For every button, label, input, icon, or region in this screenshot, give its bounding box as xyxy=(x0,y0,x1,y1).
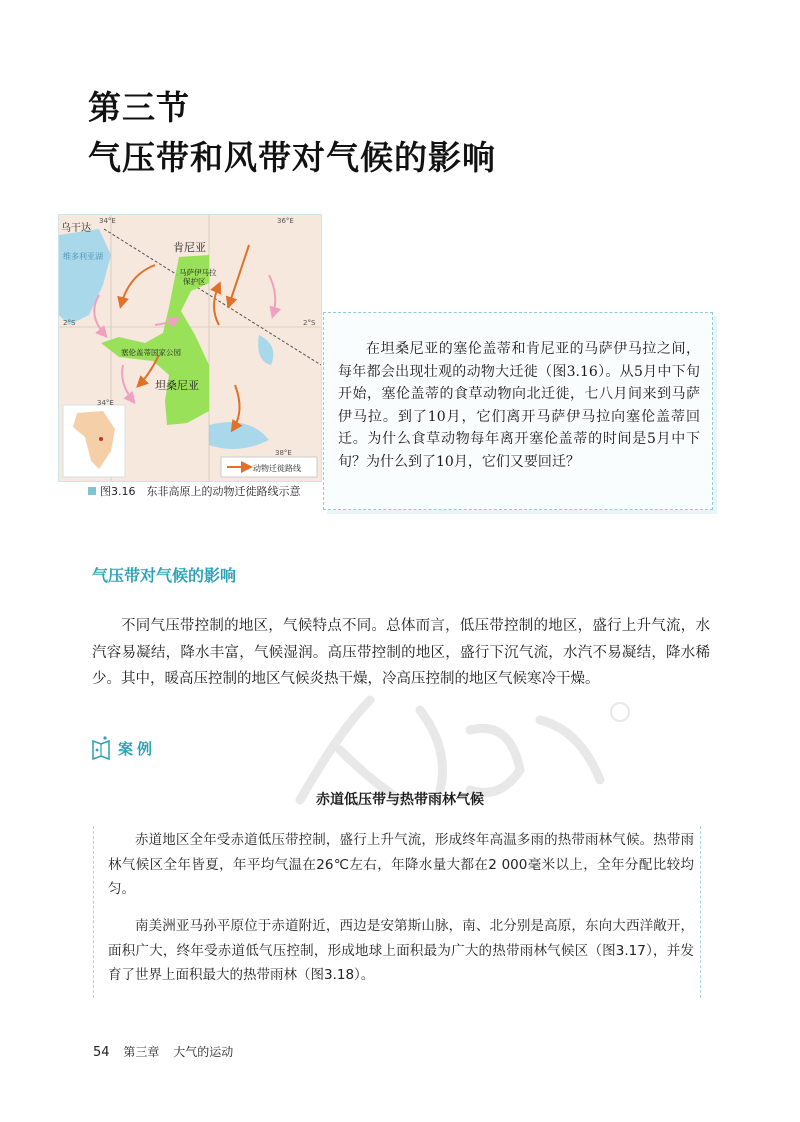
label-victoria: 维多利亚湖 xyxy=(63,252,103,261)
label-tanzania: 坦桑尼亚 xyxy=(155,379,199,392)
label-mara: 马萨伊马拉 xyxy=(179,268,217,277)
intro-paragraph: 在坦桑尼亚的塞伦盖蒂和肯尼亚的马萨伊马拉之间，每年都会出现壮观的动物大迁徙（图3.16）。从5月中下旬开始，塞伦盖蒂的食草动物向北迁徙，七八月间来到马萨伊马拉。到了10月，它们离开马萨伊马拉向塞伦盖蒂回迁。为什么食草动物每年离开塞伦盖蒂的时间是5月中下旬？为什么到了10月，它们又要回迁？ xyxy=(338,341,700,470)
page-number: 54 xyxy=(93,1045,110,1060)
label-uganda: 乌干达 xyxy=(61,223,91,234)
case-paragraph-2: 南美洲亚马孙平原位于赤道附近，西边是安第斯山脉，南、北分别是高原，东向大西洋敞开，面积广大，终年受赤道低气压控制，形成地球上面积最为广大的热带雨林气候区（图3.17），并发育了世界上面积最大的热带雨林（图3.18）。 xyxy=(108,918,694,983)
label-kenya: 肯尼亚 xyxy=(173,241,206,254)
section-heading: 气压带对气候的影响 xyxy=(92,566,237,585)
migration-map xyxy=(58,214,322,482)
caption-marker-icon xyxy=(88,487,96,495)
lake-victoria xyxy=(59,229,111,325)
label-lon38: 38°E xyxy=(275,449,292,457)
label-lat2-left: 2°S xyxy=(63,319,76,327)
case-paragraph-1: 赤道地区全年受赤道低压带控制，盛行上升气流，形成终年高温多雨的热带雨林气候。热带雨林气候区全年皆夏，年平均气温在26℃左右，年降水量大都在2 000毫米以上，全年分配比较均匀。 xyxy=(108,832,694,897)
lake-south xyxy=(209,422,269,449)
label-lon34-bottom: 34°E xyxy=(97,399,114,407)
case-label xyxy=(90,735,156,761)
figure-caption xyxy=(88,483,301,499)
section-number-title: 第三节 xyxy=(88,88,190,127)
label-lat2-right: 2°S xyxy=(303,319,316,327)
label-mara-reserve: 保护区 xyxy=(183,277,206,286)
body-paragraph: 不同气压带控制的地区，气候特点不同。总体而言，低压带控制的地区，盛行上升气流，水汽容易凝结，降水丰富，气候湿润。高压带控制的地区，盛行下沉气流，水汽不易凝结，降水稀少。其中，暖高压控制的地区气候炎热干燥，冷高压控制的地区气候寒冷干燥。 xyxy=(92,618,710,687)
legend-label: 动物迁徙路线 xyxy=(253,464,301,473)
case-label-text: 案例 xyxy=(118,739,157,758)
page-footer xyxy=(93,1043,233,1060)
label-lon36: 36°E xyxy=(277,217,294,225)
label-serengeti: 塞伦盖蒂国家公园 xyxy=(121,348,181,357)
map-graphic xyxy=(59,215,321,481)
chapter-number: 第三章 xyxy=(123,1045,160,1059)
case-title: 赤道低压带与热带雨林气候 xyxy=(316,792,484,808)
section-title: 气压带和风带对气候的影响 xyxy=(88,138,496,177)
chapter-title: 大气的运动 xyxy=(173,1045,234,1059)
book-icon xyxy=(90,735,112,761)
figure-caption-text: 图3.16 东非高原上的动物迁徙路线示意 xyxy=(100,485,301,498)
lake-small xyxy=(258,335,273,365)
label-lon34-top: 34°E xyxy=(99,217,116,225)
